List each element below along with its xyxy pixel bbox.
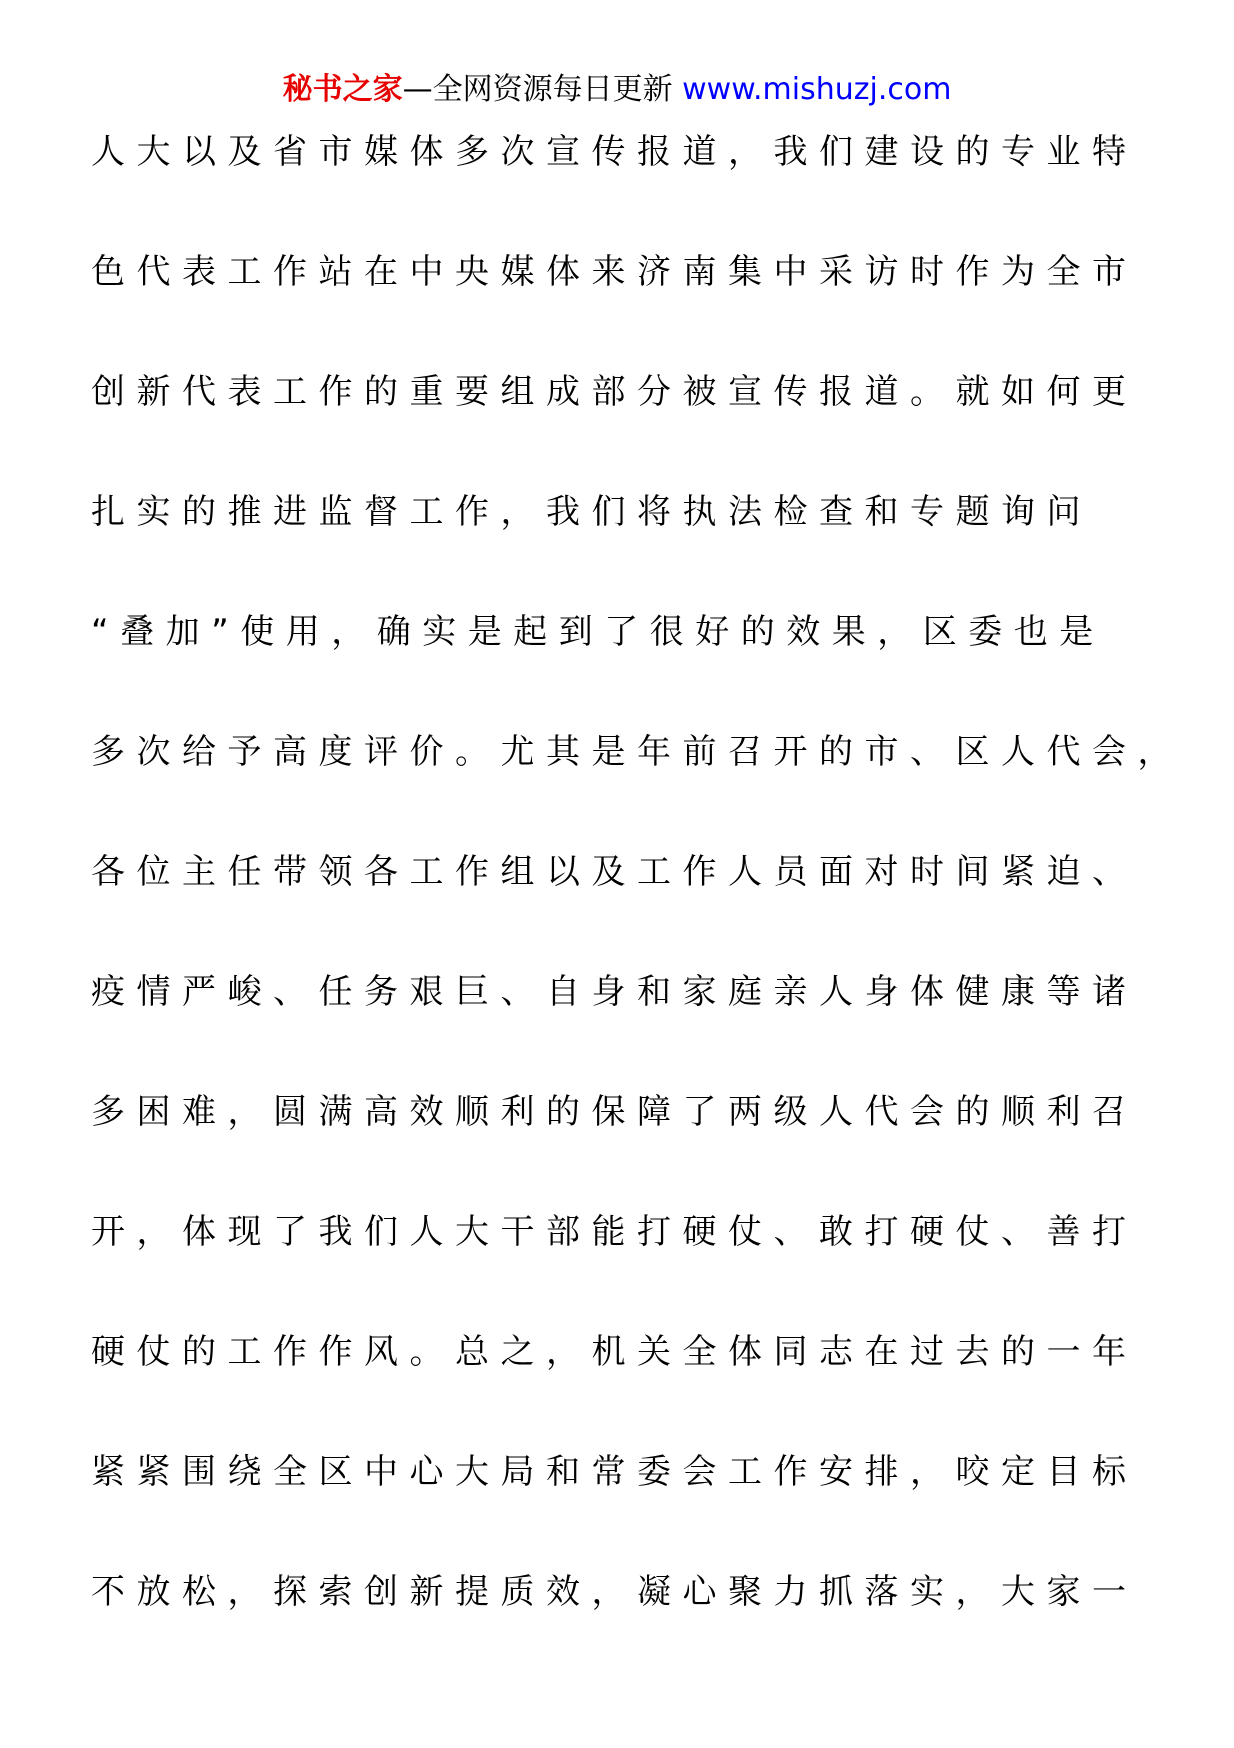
body-line: 疫情严峻、任务艰巨、自身和家庭亲人身体健康等诸	[91, 972, 1138, 1012]
body-line: 色代表工作站在中央媒体来济南集中采访时作为全市	[91, 252, 1138, 292]
body-line: 多困难，圆满高效顺利的保障了两级人代会的顺利召	[91, 1092, 1138, 1132]
site-tagline: —全网资源每日更新	[402, 72, 683, 107]
body-line: 创新代表工作的重要组成部分被宣传报道。就如何更	[91, 372, 1138, 412]
body-line: 紧紧围绕全区中心大局和常委会工作安排，咬定目标	[91, 1452, 1138, 1492]
body-line: 不放松，探索创新提质效，凝心聚力抓落实，大家一	[91, 1572, 1138, 1612]
body-line: “叠加”使用，确实是起到了很好的效果，区委也是	[91, 612, 1105, 652]
body-line: 扎实的推进监督工作，我们将执法检查和专题询问	[91, 492, 1092, 532]
body-line: 各位主任带领各工作组以及工作人员面对时间紧迫、	[91, 852, 1138, 892]
body-line: 人大以及省市媒体多次宣传报道，我们建设的专业特	[91, 132, 1138, 172]
site-url-link[interactable]: www.mishuzj.com	[682, 72, 952, 107]
body-line: 开，体现了我们人大干部能打硬仗、敢打硬仗、善打	[91, 1212, 1138, 1252]
body-line: 硬仗的工作作风。总之，机关全体同志在过去的一年	[91, 1332, 1138, 1372]
site-brand: 秘书之家	[282, 72, 403, 107]
body-line: 多次给予高度评价。尤其是年前召开的市、区人代会，	[91, 732, 1183, 772]
